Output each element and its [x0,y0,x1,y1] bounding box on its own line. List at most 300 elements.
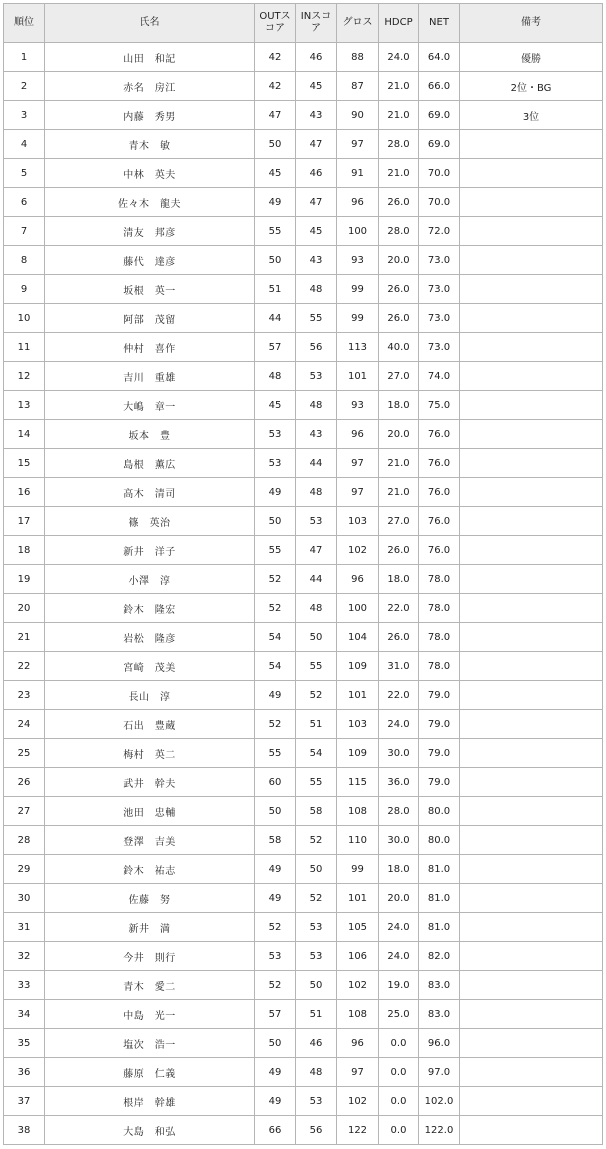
table-row [4,420,603,449]
table-row [4,971,603,1000]
notes-cell [460,884,603,913]
in-score-cell: 52 [296,681,337,710]
out-score-cell: 60 [255,768,296,797]
rank-cell: 29 [4,855,45,884]
net-cell: 70.0 [419,159,460,188]
out-score-cell: 58 [255,826,296,855]
net-cell: 81.0 [419,855,460,884]
hdcp-cell: 26.0 [379,623,419,652]
gross-cell: 99 [337,304,379,333]
gross-cell: 103 [337,507,379,536]
notes-cell [460,826,603,855]
name-cell: 吉川 重雄 [45,362,255,391]
gross-cell: 91 [337,159,379,188]
in-score-cell: 48 [296,275,337,304]
notes-cell [460,681,603,710]
out-score-cell: 52 [255,594,296,623]
net-cell: 64.0 [419,43,460,72]
name-cell: 坂本 豊 [45,420,255,449]
hdcp-cell: 22.0 [379,681,419,710]
in-score-cell: 48 [296,478,337,507]
notes-cell [460,1087,603,1116]
table-row [4,43,603,72]
in-score-cell: 53 [296,362,337,391]
hdcp-cell: 18.0 [379,565,419,594]
name-cell: 赤名 房江 [45,72,255,101]
notes-cell [460,507,603,536]
table-row [4,1029,603,1058]
in-score-cell: 50 [296,623,337,652]
out-score-cell: 55 [255,536,296,565]
in-score-cell: 43 [296,420,337,449]
notes-cell [460,1116,603,1145]
name-cell: 大島 和弘 [45,1116,255,1145]
out-score-cell: 50 [255,797,296,826]
rank-cell: 6 [4,188,45,217]
rank-cell: 31 [4,913,45,942]
table-row [4,1000,603,1029]
name-cell: 内藤 秀男 [45,101,255,130]
rank-cell: 33 [4,971,45,1000]
net-cell: 83.0 [419,971,460,1000]
hdcp-cell: 21.0 [379,478,419,507]
hdcp-cell: 24.0 [379,710,419,739]
gross-cell: 90 [337,101,379,130]
hdcp-cell: 26.0 [379,304,419,333]
in-score-cell: 55 [296,652,337,681]
gross-cell: 105 [337,913,379,942]
rank-cell: 4 [4,130,45,159]
out-score-cell: 49 [255,1058,296,1087]
header-name: 氏名 [45,4,255,43]
in-score-cell: 53 [296,1087,337,1116]
name-cell: 池田 忠輔 [45,797,255,826]
name-cell: 阿部 茂留 [45,304,255,333]
table-row [4,304,603,333]
name-cell: 宮崎 茂美 [45,652,255,681]
gross-cell: 101 [337,362,379,391]
hdcp-cell: 36.0 [379,768,419,797]
table-row [4,652,603,681]
net-cell: 79.0 [419,681,460,710]
hdcp-cell: 20.0 [379,420,419,449]
table-row [4,449,603,478]
rank-cell: 5 [4,159,45,188]
table-row [4,594,603,623]
rank-cell: 25 [4,739,45,768]
table-row [4,884,603,913]
in-score-cell: 47 [296,188,337,217]
name-cell: 長山 淳 [45,681,255,710]
in-score-cell: 51 [296,710,337,739]
table-row [4,942,603,971]
out-score-cell: 50 [255,1029,296,1058]
rank-cell: 35 [4,1029,45,1058]
gross-cell: 102 [337,971,379,1000]
net-cell: 66.0 [419,72,460,101]
name-cell: 登澤 吉美 [45,826,255,855]
net-cell: 76.0 [419,449,460,478]
net-cell: 81.0 [419,884,460,913]
net-cell: 76.0 [419,507,460,536]
net-cell: 82.0 [419,942,460,971]
notes-cell [460,333,603,362]
header-row [4,4,603,43]
hdcp-cell: 18.0 [379,391,419,420]
out-score-cell: 50 [255,507,296,536]
net-cell: 79.0 [419,768,460,797]
name-cell: 新井 洋子 [45,536,255,565]
rank-cell: 26 [4,768,45,797]
rank-cell: 21 [4,623,45,652]
out-score-cell: 50 [255,246,296,275]
notes-cell [460,1000,603,1029]
net-cell: 75.0 [419,391,460,420]
out-score-cell: 49 [255,478,296,507]
table-row [4,565,603,594]
in-score-cell: 46 [296,159,337,188]
gross-cell: 96 [337,188,379,217]
header-gross: グロス [337,4,379,43]
hdcp-cell: 21.0 [379,101,419,130]
gross-cell: 97 [337,1058,379,1087]
net-cell: 81.0 [419,913,460,942]
table-row [4,188,603,217]
name-cell: 佐藤 努 [45,884,255,913]
notes-cell [460,739,603,768]
name-cell: 中島 光一 [45,1000,255,1029]
name-cell: 今井 則行 [45,942,255,971]
out-score-cell: 49 [255,855,296,884]
out-score-cell: 48 [255,362,296,391]
name-cell: 岩松 隆彦 [45,623,255,652]
name-cell: 藤代 達彦 [45,246,255,275]
table-row [4,333,603,362]
net-cell: 78.0 [419,623,460,652]
notes-cell [460,188,603,217]
gross-cell: 93 [337,246,379,275]
out-score-cell: 49 [255,188,296,217]
table-row [4,710,603,739]
hdcp-cell: 0.0 [379,1058,419,1087]
table-row [4,217,603,246]
in-score-cell: 55 [296,304,337,333]
net-cell: 76.0 [419,536,460,565]
name-cell: 中林 英夫 [45,159,255,188]
in-score-cell: 45 [296,72,337,101]
net-cell: 78.0 [419,652,460,681]
table-row [4,72,603,101]
hdcp-cell: 18.0 [379,855,419,884]
table-row [4,768,603,797]
header-out-score: OUTスコア [255,4,296,43]
in-score-cell: 53 [296,942,337,971]
out-score-cell: 50 [255,130,296,159]
notes-cell [460,246,603,275]
rank-cell: 19 [4,565,45,594]
name-cell: 鈴木 祐志 [45,855,255,884]
rank-cell: 20 [4,594,45,623]
out-score-cell: 42 [255,43,296,72]
rank-cell: 22 [4,652,45,681]
name-cell: 青木 愛二 [45,971,255,1000]
hdcp-cell: 19.0 [379,971,419,1000]
out-score-cell: 45 [255,159,296,188]
rank-cell: 11 [4,333,45,362]
rank-cell: 13 [4,391,45,420]
rank-cell: 9 [4,275,45,304]
notes-cell [460,275,603,304]
out-score-cell: 51 [255,275,296,304]
gross-cell: 96 [337,565,379,594]
in-score-cell: 46 [296,1029,337,1058]
table-row [4,536,603,565]
header-net: NET [419,4,460,43]
net-cell: 79.0 [419,739,460,768]
name-cell: 仲村 喜作 [45,333,255,362]
notes-cell [460,913,603,942]
net-cell: 72.0 [419,217,460,246]
hdcp-cell: 26.0 [379,536,419,565]
notes-cell [460,1058,603,1087]
header-rank: 順位 [4,4,45,43]
notes-cell [460,623,603,652]
table-row [4,391,603,420]
gross-cell: 113 [337,333,379,362]
hdcp-cell: 24.0 [379,942,419,971]
out-score-cell: 44 [255,304,296,333]
name-cell: 新井 満 [45,913,255,942]
notes-cell [460,391,603,420]
hdcp-cell: 27.0 [379,507,419,536]
net-cell: 80.0 [419,797,460,826]
table-row [4,507,603,536]
notes-cell [460,855,603,884]
out-score-cell: 52 [255,710,296,739]
in-score-cell: 43 [296,101,337,130]
table-row [4,797,603,826]
rank-cell: 3 [4,101,45,130]
rank-cell: 36 [4,1058,45,1087]
net-cell: 96.0 [419,1029,460,1058]
in-score-cell: 45 [296,217,337,246]
gross-cell: 109 [337,652,379,681]
table-row [4,478,603,507]
hdcp-cell: 20.0 [379,884,419,913]
gross-cell: 100 [337,217,379,246]
notes-cell: 優勝 [460,43,603,72]
notes-cell [460,652,603,681]
notes-cell [460,797,603,826]
name-cell: 藤原 仁義 [45,1058,255,1087]
name-cell: 鈴木 隆宏 [45,594,255,623]
in-score-cell: 52 [296,884,337,913]
gross-cell: 109 [337,739,379,768]
out-score-cell: 47 [255,101,296,130]
name-cell: 坂根 英一 [45,275,255,304]
in-score-cell: 58 [296,797,337,826]
net-cell: 73.0 [419,275,460,304]
gross-cell: 122 [337,1116,379,1145]
hdcp-cell: 28.0 [379,217,419,246]
name-cell: 青木 敏 [45,130,255,159]
net-cell: 79.0 [419,710,460,739]
name-cell: 清友 邦彦 [45,217,255,246]
out-score-cell: 53 [255,942,296,971]
hdcp-cell: 40.0 [379,333,419,362]
out-score-cell: 55 [255,739,296,768]
notes-cell [460,565,603,594]
table-row [4,362,603,391]
hdcp-cell: 24.0 [379,43,419,72]
out-score-cell: 49 [255,1087,296,1116]
gross-cell: 108 [337,1000,379,1029]
rank-cell: 8 [4,246,45,275]
table-row [4,246,603,275]
table-row [4,1058,603,1087]
in-score-cell: 56 [296,1116,337,1145]
notes-cell [460,971,603,1000]
out-score-cell: 53 [255,420,296,449]
hdcp-cell: 26.0 [379,275,419,304]
net-cell: 73.0 [419,333,460,362]
net-cell: 69.0 [419,130,460,159]
gross-cell: 88 [337,43,379,72]
rank-cell: 17 [4,507,45,536]
net-cell: 97.0 [419,1058,460,1087]
gross-cell: 93 [337,391,379,420]
rank-cell: 32 [4,942,45,971]
gross-cell: 102 [337,1087,379,1116]
in-score-cell: 53 [296,913,337,942]
notes-cell: 2位・BG [460,72,603,101]
net-cell: 122.0 [419,1116,460,1145]
rank-cell: 27 [4,797,45,826]
name-cell: 佐々木 龍夫 [45,188,255,217]
gross-cell: 103 [337,710,379,739]
notes-cell [460,304,603,333]
hdcp-cell: 24.0 [379,913,419,942]
table-row [4,913,603,942]
notes-cell: 3位 [460,101,603,130]
hdcp-cell: 0.0 [379,1087,419,1116]
in-score-cell: 47 [296,130,337,159]
net-cell: 80.0 [419,826,460,855]
gross-cell: 99 [337,855,379,884]
rank-cell: 24 [4,710,45,739]
out-score-cell: 49 [255,681,296,710]
notes-cell [460,942,603,971]
hdcp-cell: 27.0 [379,362,419,391]
net-cell: 76.0 [419,478,460,507]
table-row [4,855,603,884]
hdcp-cell: 28.0 [379,130,419,159]
rank-cell: 23 [4,681,45,710]
net-cell: 69.0 [419,101,460,130]
rank-cell: 18 [4,536,45,565]
table-row [4,739,603,768]
in-score-cell: 44 [296,565,337,594]
table-body [4,43,603,1145]
gross-cell: 102 [337,536,379,565]
gross-cell: 96 [337,1029,379,1058]
rank-cell: 15 [4,449,45,478]
in-score-cell: 46 [296,43,337,72]
table-row [4,681,603,710]
net-cell: 73.0 [419,246,460,275]
in-score-cell: 55 [296,768,337,797]
rank-cell: 7 [4,217,45,246]
out-score-cell: 52 [255,971,296,1000]
in-score-cell: 53 [296,507,337,536]
gross-cell: 87 [337,72,379,101]
hdcp-cell: 20.0 [379,246,419,275]
rank-cell: 16 [4,478,45,507]
notes-cell [460,449,603,478]
table-row [4,826,603,855]
name-cell: 篠 英治 [45,507,255,536]
table-row [4,159,603,188]
name-cell: 石出 豊蔵 [45,710,255,739]
table-row [4,101,603,130]
out-score-cell: 66 [255,1116,296,1145]
out-score-cell: 54 [255,623,296,652]
in-score-cell: 44 [296,449,337,478]
out-score-cell: 55 [255,217,296,246]
gross-cell: 96 [337,420,379,449]
in-score-cell: 50 [296,855,337,884]
rank-cell: 1 [4,43,45,72]
hdcp-cell: 21.0 [379,449,419,478]
net-cell: 70.0 [419,188,460,217]
in-score-cell: 54 [296,739,337,768]
table-row [4,275,603,304]
table-row [4,130,603,159]
name-cell: 山田 和記 [45,43,255,72]
in-score-cell: 48 [296,391,337,420]
out-score-cell: 54 [255,652,296,681]
notes-cell [460,130,603,159]
table-header [4,4,603,43]
name-cell: 塩次 浩一 [45,1029,255,1058]
in-score-cell: 43 [296,246,337,275]
gross-cell: 104 [337,623,379,652]
net-cell: 78.0 [419,565,460,594]
out-score-cell: 57 [255,333,296,362]
header-in-score: INスコア [296,4,337,43]
out-score-cell: 52 [255,913,296,942]
gross-cell: 97 [337,130,379,159]
name-cell: 武井 幹夫 [45,768,255,797]
hdcp-cell: 22.0 [379,594,419,623]
header-notes: 備考 [460,4,603,43]
hdcp-cell: 21.0 [379,159,419,188]
name-cell: 高木 清司 [45,478,255,507]
notes-cell [460,594,603,623]
gross-cell: 110 [337,826,379,855]
notes-cell [460,1029,603,1058]
name-cell: 島根 薫広 [45,449,255,478]
gross-cell: 108 [337,797,379,826]
rank-cell: 34 [4,1000,45,1029]
notes-cell [460,710,603,739]
net-cell: 74.0 [419,362,460,391]
results-table [3,3,603,1145]
gross-cell: 106 [337,942,379,971]
gross-cell: 100 [337,594,379,623]
table-row [4,1087,603,1116]
net-cell: 76.0 [419,420,460,449]
